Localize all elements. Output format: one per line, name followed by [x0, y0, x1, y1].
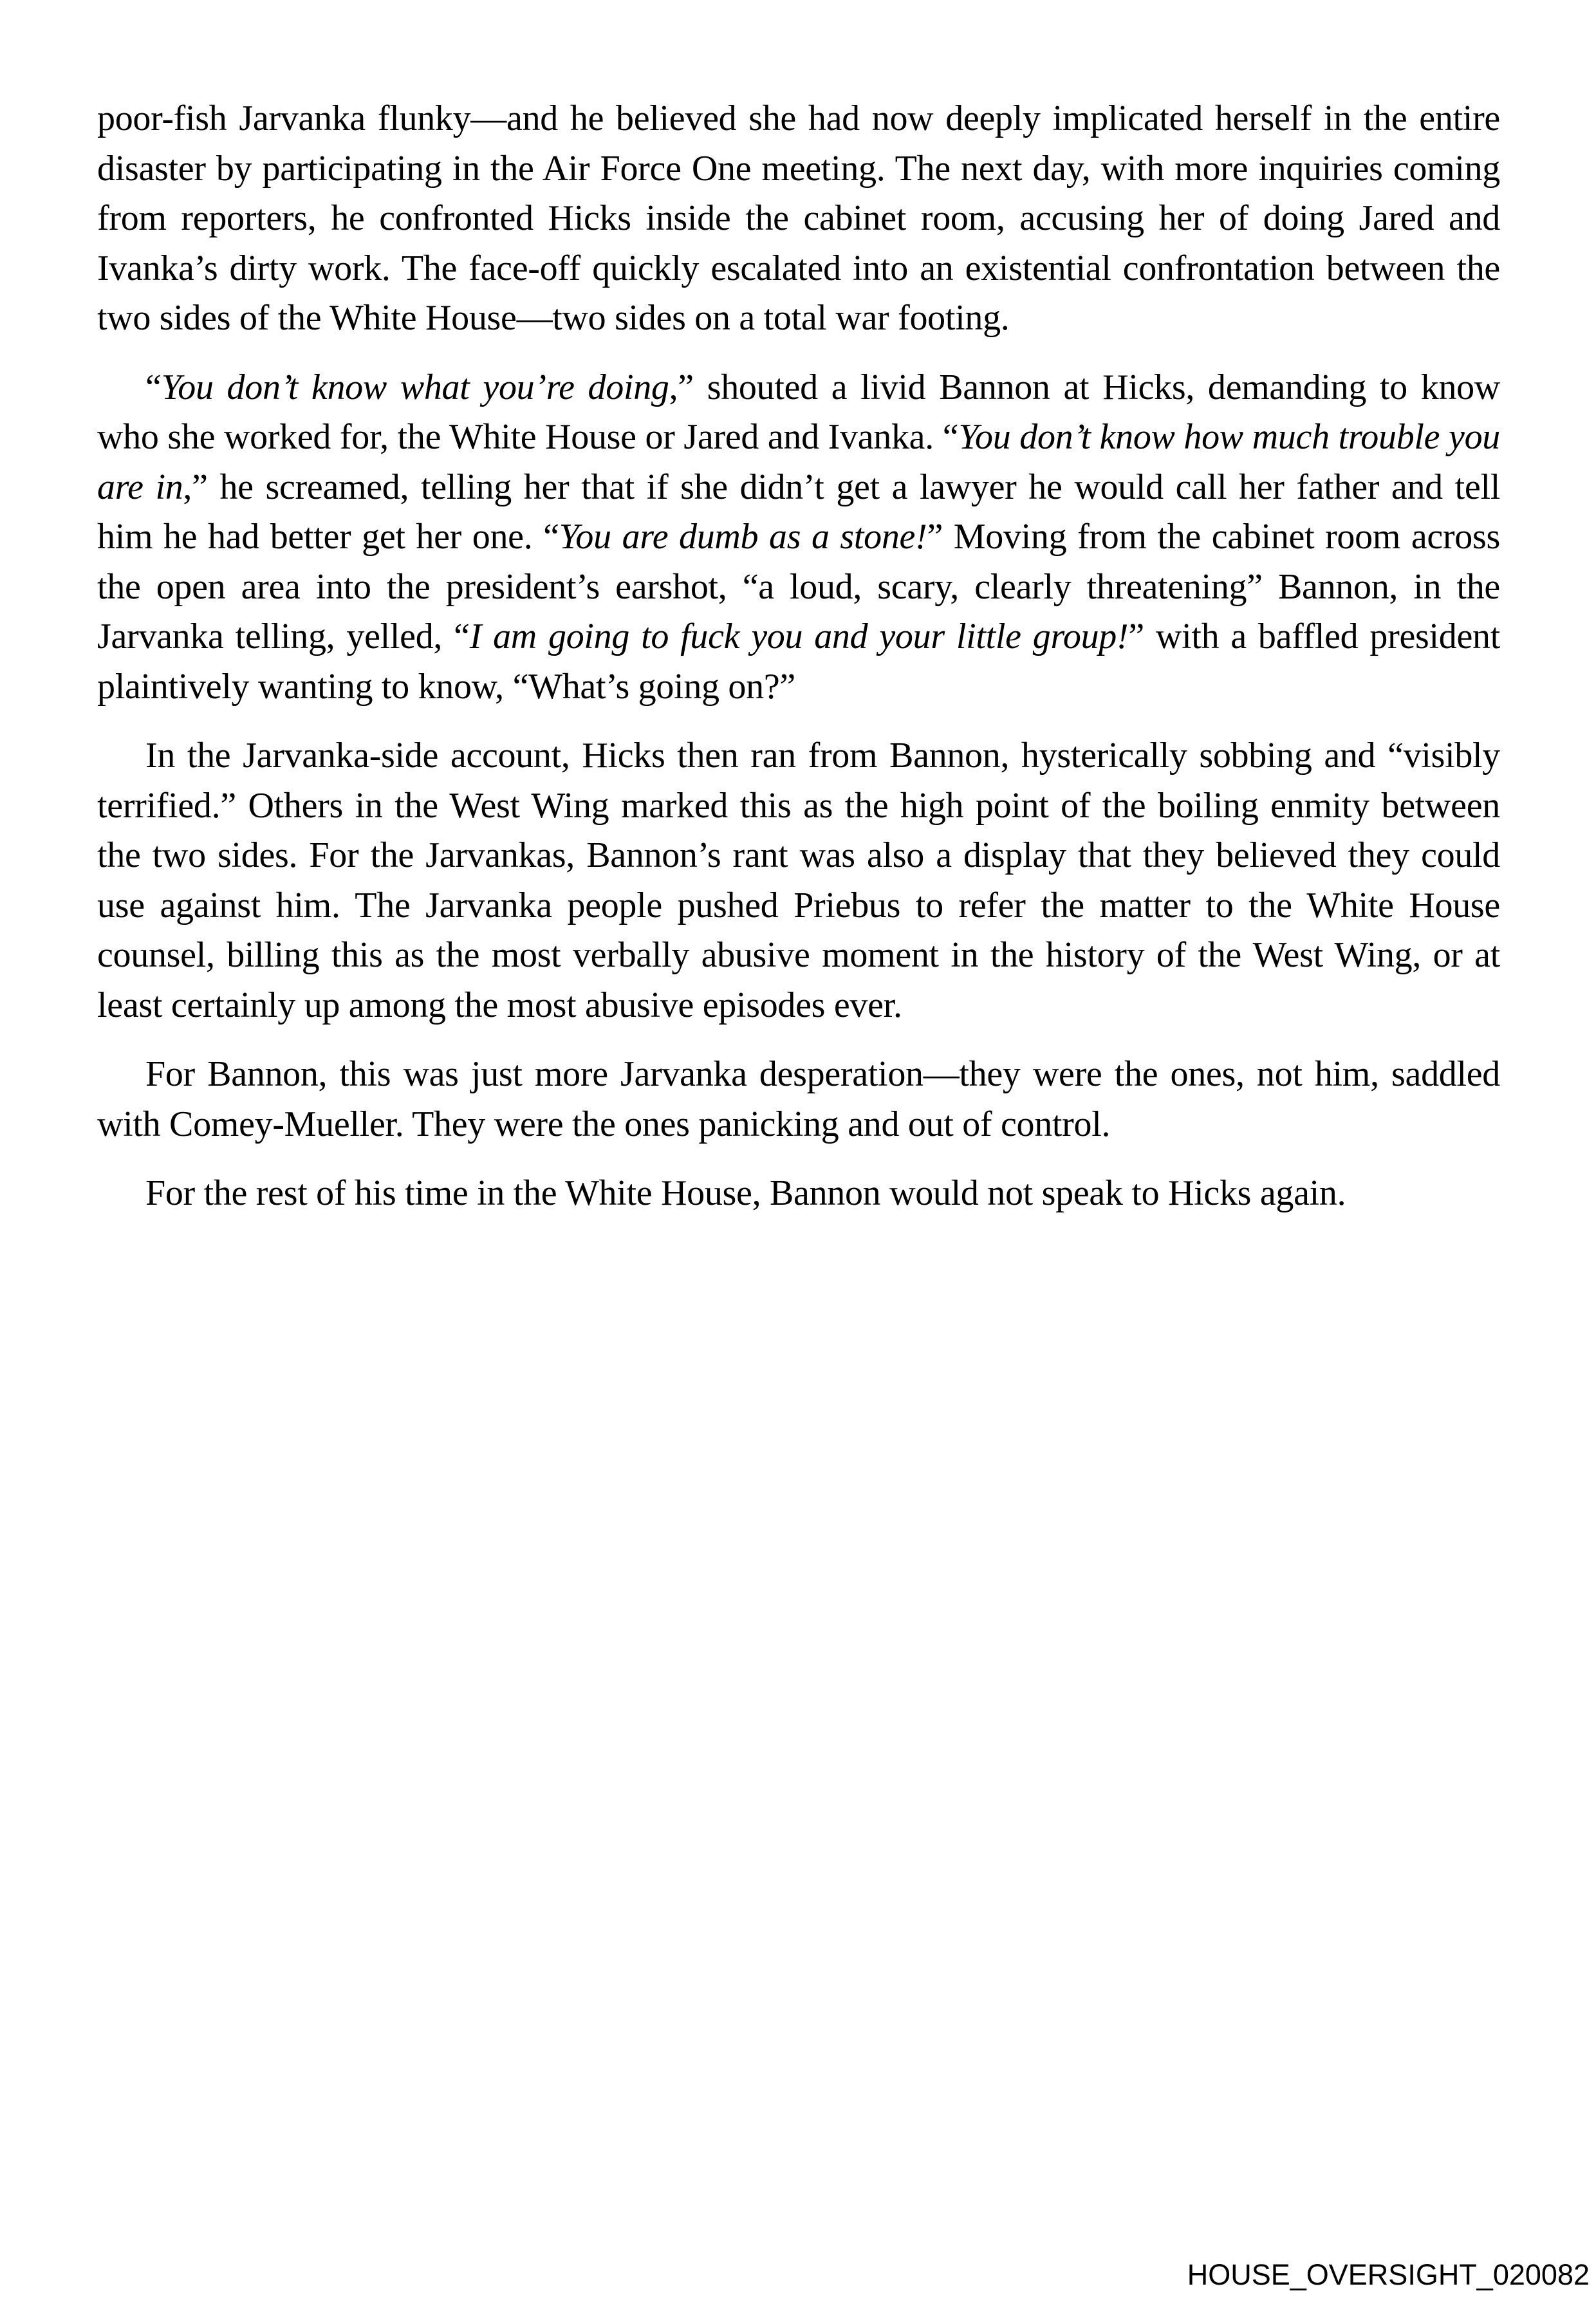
quoted-speech: I am going to fuck you and your little group! — [469, 617, 1129, 656]
paragraph-5 — [97, 1169, 1500, 1219]
paragraph-4 — [97, 1050, 1500, 1149]
paragraph-3 — [97, 731, 1500, 1030]
paragraph-text: ,” he screamed, telling her that if she didn’t get a lawyer he would call her father and tell him he had better get her one. “ — [97, 467, 1500, 557]
quoted-speech: You don’t know how much trouble you are in — [97, 417, 1500, 507]
paragraph-text: ,” shouted a livid Bannon at Hicks, demanding to know who she worked for, the White House or Jared and Ivanka. “ — [97, 367, 1500, 457]
paragraph-text: In the Jarvanka-side account, Hicks then ran from Bannon, hysterically sobbing and “visibly terrified.” Others in the West Wing marked this as the high point of the boiling enmity between the two sides. For the Jarvankas, Bannon’s rant was also a display that they believed they could use against him. The Jarvanka people pushed Priebus to refer the matter to the White House counsel, billing this as the most verbally abusive moment in the history of the West Wing, or at least certainly up among the most abusive episodes ever. — [97, 736, 1500, 1025]
paragraph-1 — [97, 94, 1500, 344]
paragraph-text: ” Moving from the cabinet room across the open area into the president’s earshot, “a loud, scary, clearly threatening” Bannon, in the Jarvanka telling, yelled, “ — [97, 517, 1500, 656]
bates-number: HOUSE_OVERSIGHT_020082 — [1187, 2258, 1590, 2291]
quoted-speech: You are dumb as a stone! — [559, 517, 927, 557]
paragraph-text: ” with a baffled president plaintively wanting to know, “What’s going on?” — [97, 617, 1501, 707]
paragraph-text: “ — [145, 367, 162, 407]
page-body — [97, 94, 1500, 1238]
quoted-speech: You don’t know what you’re doing — [161, 367, 669, 407]
paragraph-text: poor-fish Jarvanka flunky—and he believed she had now deeply implicated herself in the entire disaster by participating in the Air Force One meeting. The next day, with more inquiries coming from reporters, he confronted Hicks inside the cabinet room, accusing her of doing Jared and Ivanka’s dirty work. The face-off quickly escalated into an existential confrontation between the two sides of the White House—two sides on a total war footing. — [97, 98, 1500, 338]
paragraph-2 — [97, 363, 1500, 712]
paragraph-text: For the rest of his time in the White House, Bannon would not speak to Hicks again. — [145, 1173, 1346, 1213]
paragraph-text: For Bannon, this was just more Jarvanka desperation—they were the ones, not him, saddled with Comey-Mueller. They were the ones panicking and out of control. — [97, 1054, 1500, 1144]
